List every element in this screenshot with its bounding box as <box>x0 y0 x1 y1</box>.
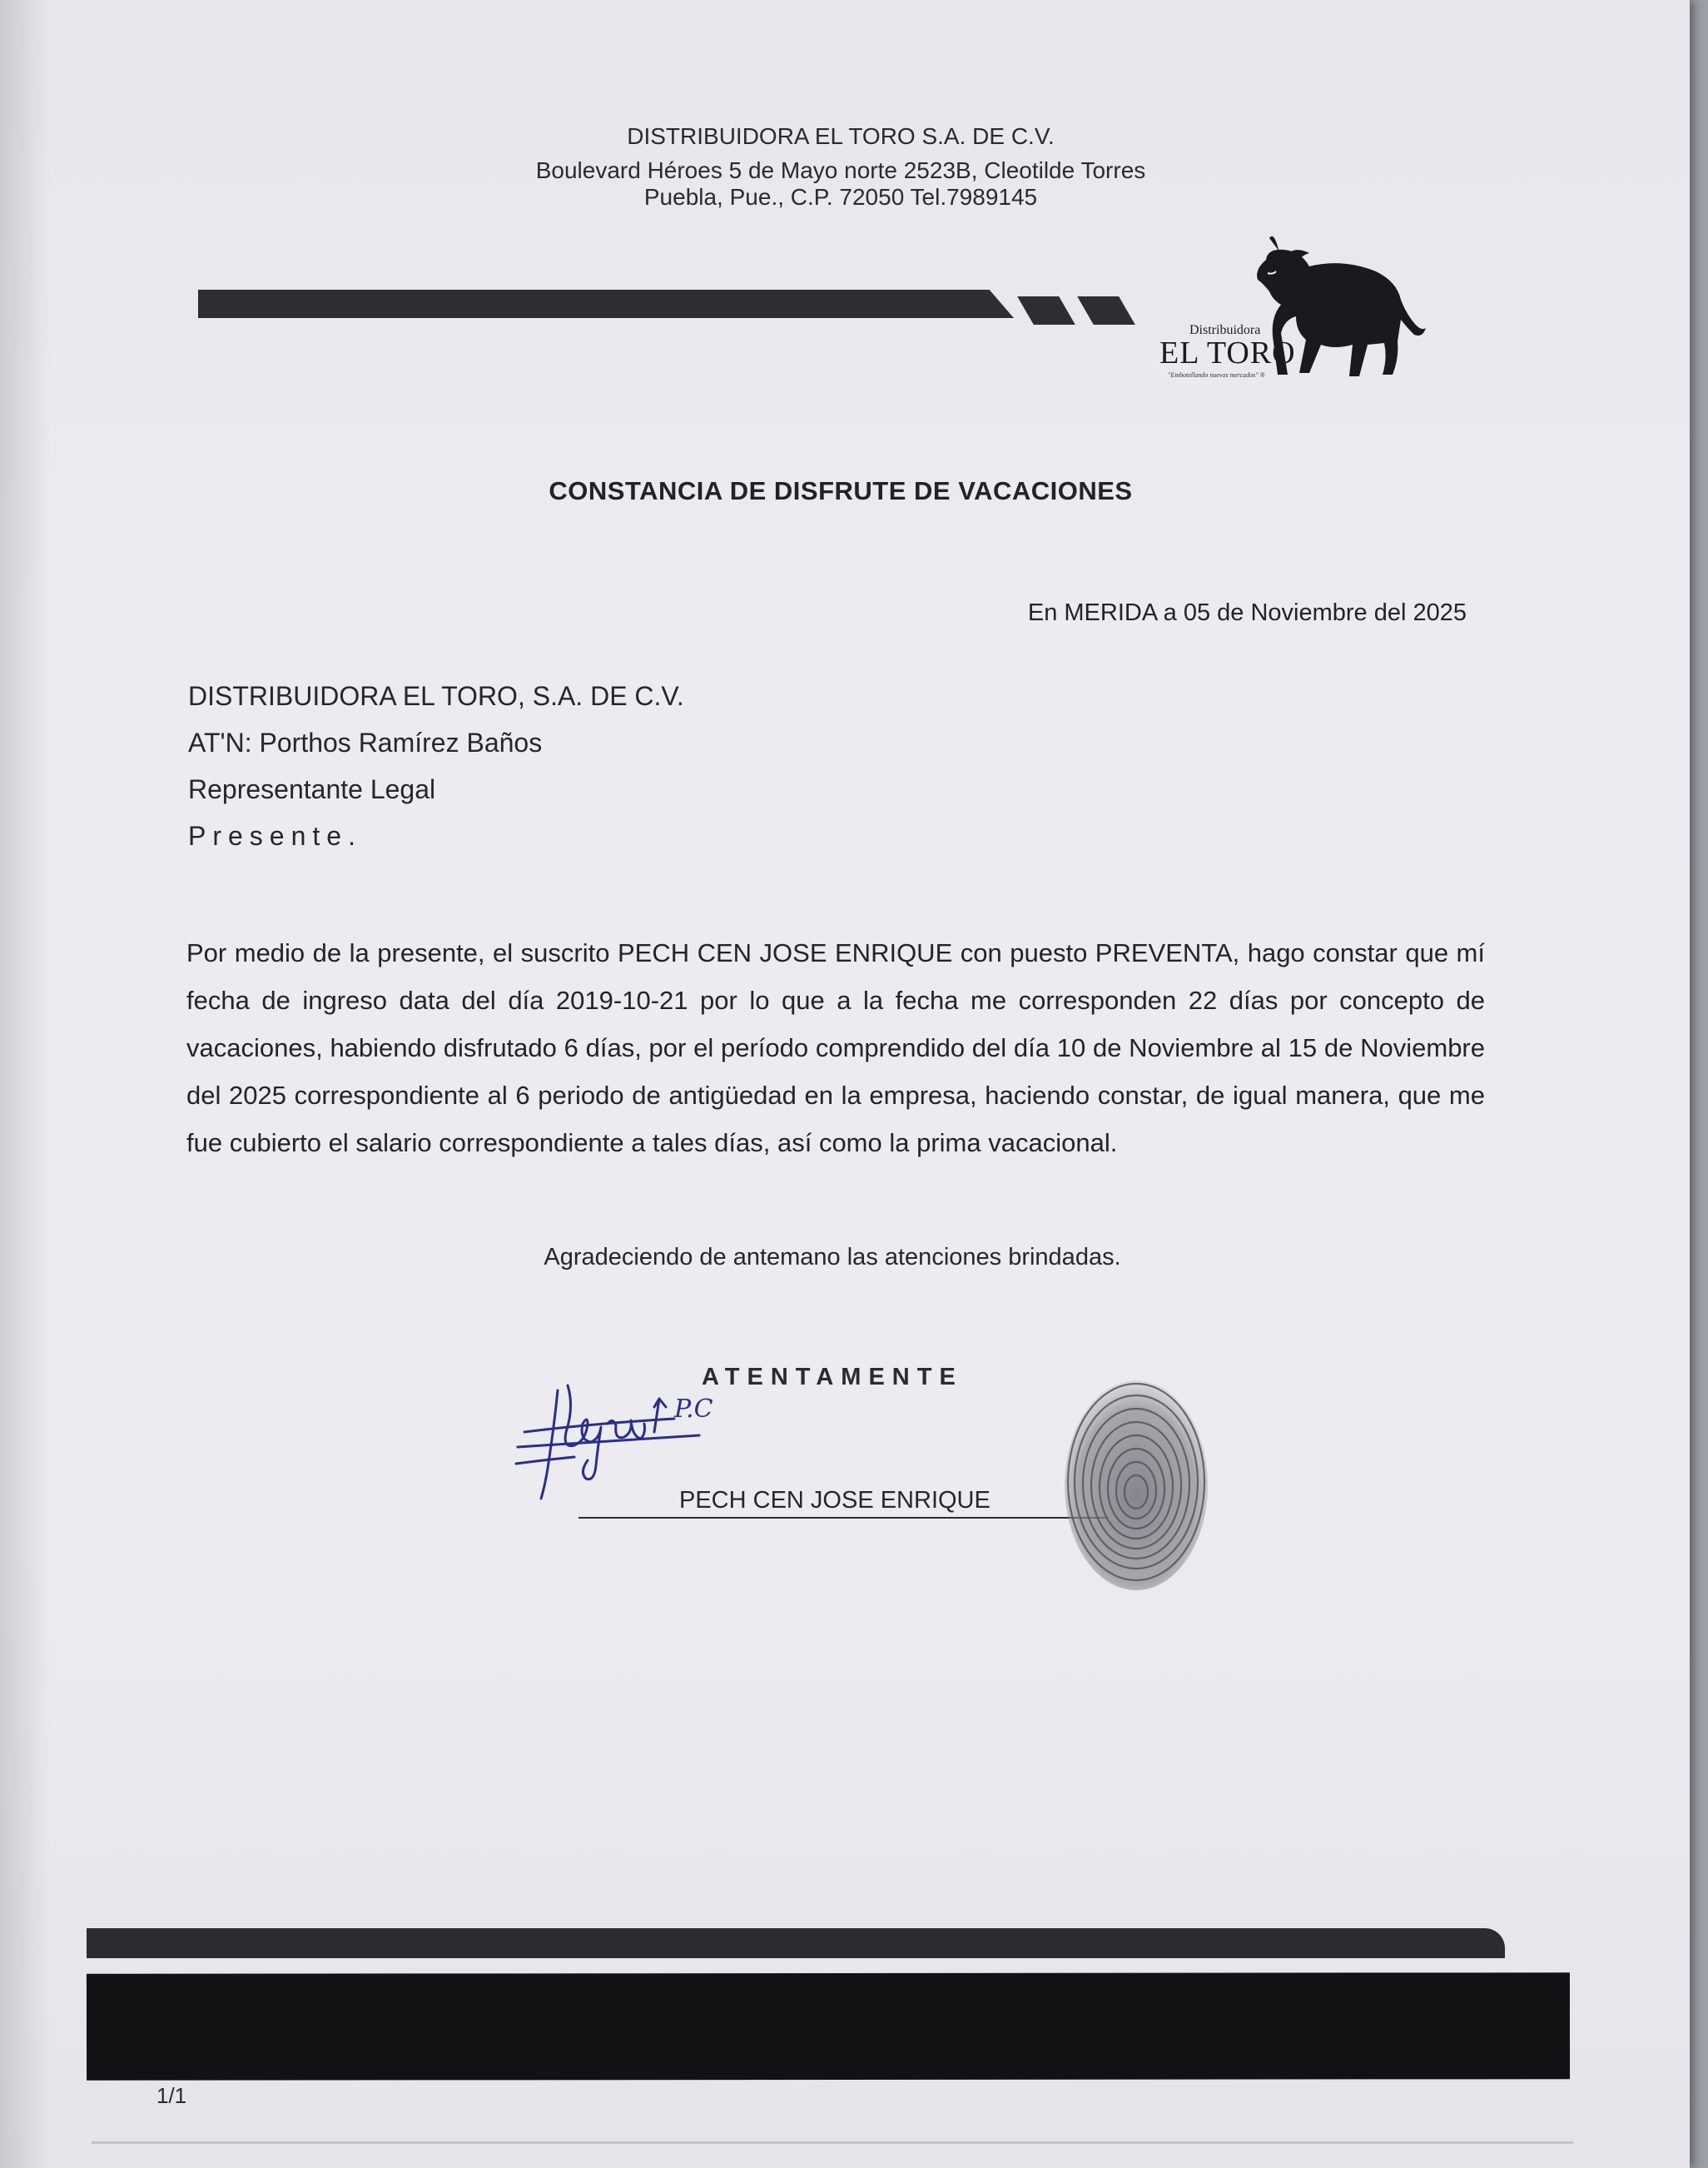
addressee-block <box>188 673 684 859</box>
letterhead-company: DISTRIBUIDORA EL TORO S.A. DE C.V. <box>627 123 1055 149</box>
letterhead <box>466 123 1215 211</box>
signature-initials: P.C <box>674 1395 713 1424</box>
header-decorative-dash <box>1017 296 1075 325</box>
signature-line <box>578 1517 1107 1519</box>
addressee-company: DISTRIBUIDORA EL TORO, S.A. DE C.V. <box>188 681 684 711</box>
addressee-presente: Presente. <box>188 821 362 851</box>
logo-tagline: "Embotellando nuevos mercados" ® <box>1168 371 1265 379</box>
header-decorative-bar <box>198 290 1014 318</box>
fingerprint-icon <box>1057 1375 1215 1594</box>
bottom-rule <box>92 2141 1573 2144</box>
logo-small-text: Distribuidora <box>1189 323 1261 337</box>
atentamente-label: ATENTAMENTE <box>702 1364 963 1390</box>
paper-edge-shadow <box>0 0 50 2168</box>
closing-line: Agradeciendo de antemano las atenciones brindadas. <box>544 1244 1121 1270</box>
addressee-role: Representante Legal <box>188 774 436 804</box>
logo-brand-text: EL TORO <box>1159 336 1296 370</box>
footer-decorative-bar <box>87 1928 1505 1958</box>
document-title: CONSTANCIA DE DISFRUTE DE VACACIONES <box>549 476 1133 505</box>
body-paragraph: Por medio de la presente, el suscrito PECH CEN JOSE ENRIQUE con puesto PREVENTA, hago constar que mí fecha de ingreso data del día 2019-10-21 por lo que a la fecha me corresponden 22 días por concepto de vacaciones, habiendo disfrutado 6 días, por el período comprendido del día 10 de Noviembre al 15 de Noviembre del 2025 correspondiente al 6 periodo de antigüedad en la empresa, haciendo constar, de igual manera, que me fue cubierto el salario correspondiente a tales días, así como la prima vacacional. <box>186 938 1485 1157</box>
header-decorative-dash <box>1077 296 1135 325</box>
company-logo <box>1153 233 1444 391</box>
footer-redaction-bar <box>87 1972 1570 2081</box>
signer-name: PECH CEN JOSE ENRIQUE <box>679 1487 991 1514</box>
letterhead-address-line1: Boulevard Héroes 5 de Mayo norte 2523B, Cleotilde Torres <box>535 157 1146 183</box>
page-number: 1/1 <box>156 2083 187 2108</box>
date-line: En MERIDA a 05 de Noviembre del 2025 <box>1027 599 1467 626</box>
addressee-attention: AT'N: Porthos Ramírez Baños <box>188 728 543 758</box>
letterhead-address-line2: Puebla, Pue., C.P. 72050 Tel.7989145 <box>643 184 1038 210</box>
